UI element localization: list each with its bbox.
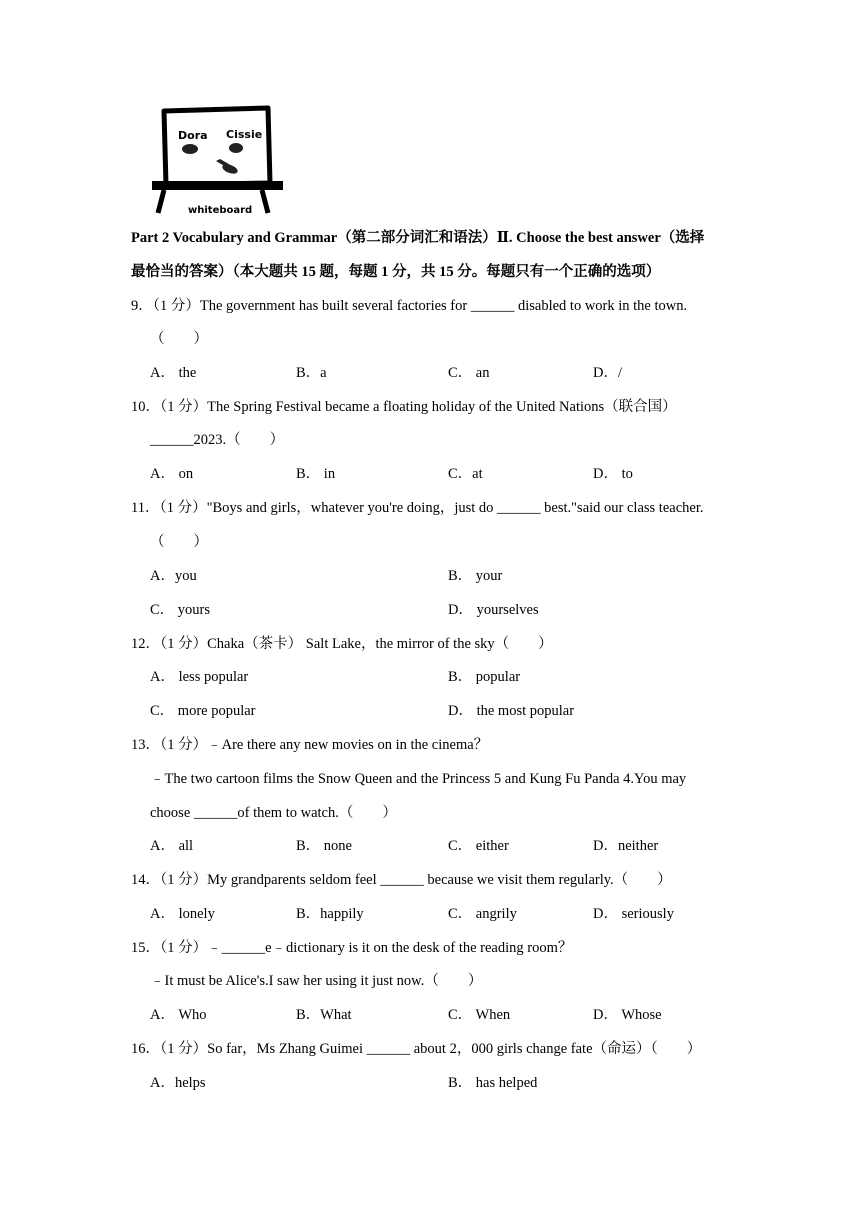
q14-option-c[interactable]: C． angrily — [448, 906, 517, 922]
question-12-stem: 12．（1 分）Chaka（茶卡） Salt Lake，the mirror of the sky（ ） — [131, 636, 553, 652]
q14-option-a[interactable]: A． lonely — [150, 906, 215, 922]
q16-option-b[interactable]: B． has helped — [448, 1075, 538, 1091]
label-dora: Dora — [178, 129, 208, 142]
q13-option-d[interactable]: D．neither — [593, 838, 659, 854]
question-10-blank: ______2023.（ ） — [150, 432, 285, 448]
q11-option-d[interactable]: D． yourselves — [448, 602, 539, 618]
q14-option-b[interactable]: B．happily — [296, 906, 364, 922]
q9-option-a[interactable]: A． the — [150, 365, 197, 381]
question-9-blank: （ ） — [150, 331, 208, 347]
q15-option-a[interactable]: A． Who — [150, 1007, 207, 1023]
question-10-stem: 10．（1 分）The Spring Festival became a floating holiday of the United Nations（联合国） — [131, 399, 677, 415]
q10-option-c[interactable]: C．at — [448, 466, 483, 482]
question-13-line-2: ﹣The two cartoon films the Snow Queen and the Princess 5 and Kung Fu Panda 4.You may — [150, 771, 687, 787]
q13-option-a[interactable]: A． all — [150, 838, 194, 854]
whiteboard-drawing — [150, 105, 285, 217]
q15-option-b[interactable]: B．What — [296, 1007, 352, 1023]
q9-option-d[interactable]: D．/ — [593, 365, 622, 381]
question-9-stem: 9．（1 分）The government has built several factories for ______ disabled to work in the town. — [131, 298, 688, 314]
question-15-line-2: ﹣It must be Alice's.I saw her using it just now.（ ） — [150, 973, 483, 989]
q10-option-b[interactable]: B． in — [296, 466, 336, 482]
question-11-stem: 11．（1 分）"Boys and girls，whatever you're doing，just do ______ best."said our class teacher. — [131, 500, 704, 516]
label-whiteboard: whiteboard — [188, 205, 253, 216]
whiteboard-figure — [150, 105, 285, 217]
q12-option-d[interactable]: D． the most popular — [448, 703, 575, 719]
question-13-stem: 13．（1 分）﹣Are there any new movies on in the cinema？ — [131, 737, 489, 753]
q12-option-a[interactable]: A． less popular — [150, 669, 249, 685]
question-14-stem: 14．（1 分）My grandparents seldom feel ______ because we visit them regularly.（ ） — [131, 872, 672, 888]
question-15-stem: 15．（1 分）﹣______e﹣dictionary is it on the desk of the reading room？ — [131, 940, 573, 956]
label-cissie: Cissie — [226, 128, 263, 141]
q16-option-a[interactable]: A．helps — [150, 1075, 206, 1091]
q13-option-c[interactable]: C． either — [448, 838, 509, 854]
q11-option-b[interactable]: B． your — [448, 568, 503, 584]
q12-option-c[interactable]: C． more popular — [150, 703, 256, 719]
q10-option-d[interactable]: D． to — [593, 466, 633, 482]
section-heading-line-1: Part 2 Vocabulary and Grammar（第二部分词汇和语法）Ⅱ. Choose the best answer（选择 — [131, 230, 705, 246]
question-11-blank: （ ） — [150, 534, 208, 550]
q15-option-d[interactable]: D． Whose — [593, 1007, 662, 1023]
q14-option-d[interactable]: D． seriously — [593, 906, 674, 922]
section-heading-line-2: 最恰当的答案）（本大题共 15 题，每题 1 分，共 15 分。每题只有一个正确的选项） — [131, 264, 661, 280]
q12-option-b[interactable]: B． popular — [448, 669, 521, 685]
q9-option-c[interactable]: C． an — [448, 365, 490, 381]
q15-option-c[interactable]: C． When — [448, 1007, 511, 1023]
q10-option-a[interactable]: A． on — [150, 466, 194, 482]
question-16-stem: 16．（1 分）So far，Ms Zhang Guimei ______ about 2，000 girls change fate（命运）（ ） — [131, 1041, 702, 1057]
q11-option-c[interactable]: C． yours — [150, 602, 211, 618]
q9-option-b[interactable]: B．a — [296, 365, 327, 381]
question-13-line-3: choose ______of them to watch.（ ） — [150, 805, 397, 821]
q11-option-a[interactable]: A．you — [150, 568, 197, 584]
q13-option-b[interactable]: B． none — [296, 838, 352, 854]
